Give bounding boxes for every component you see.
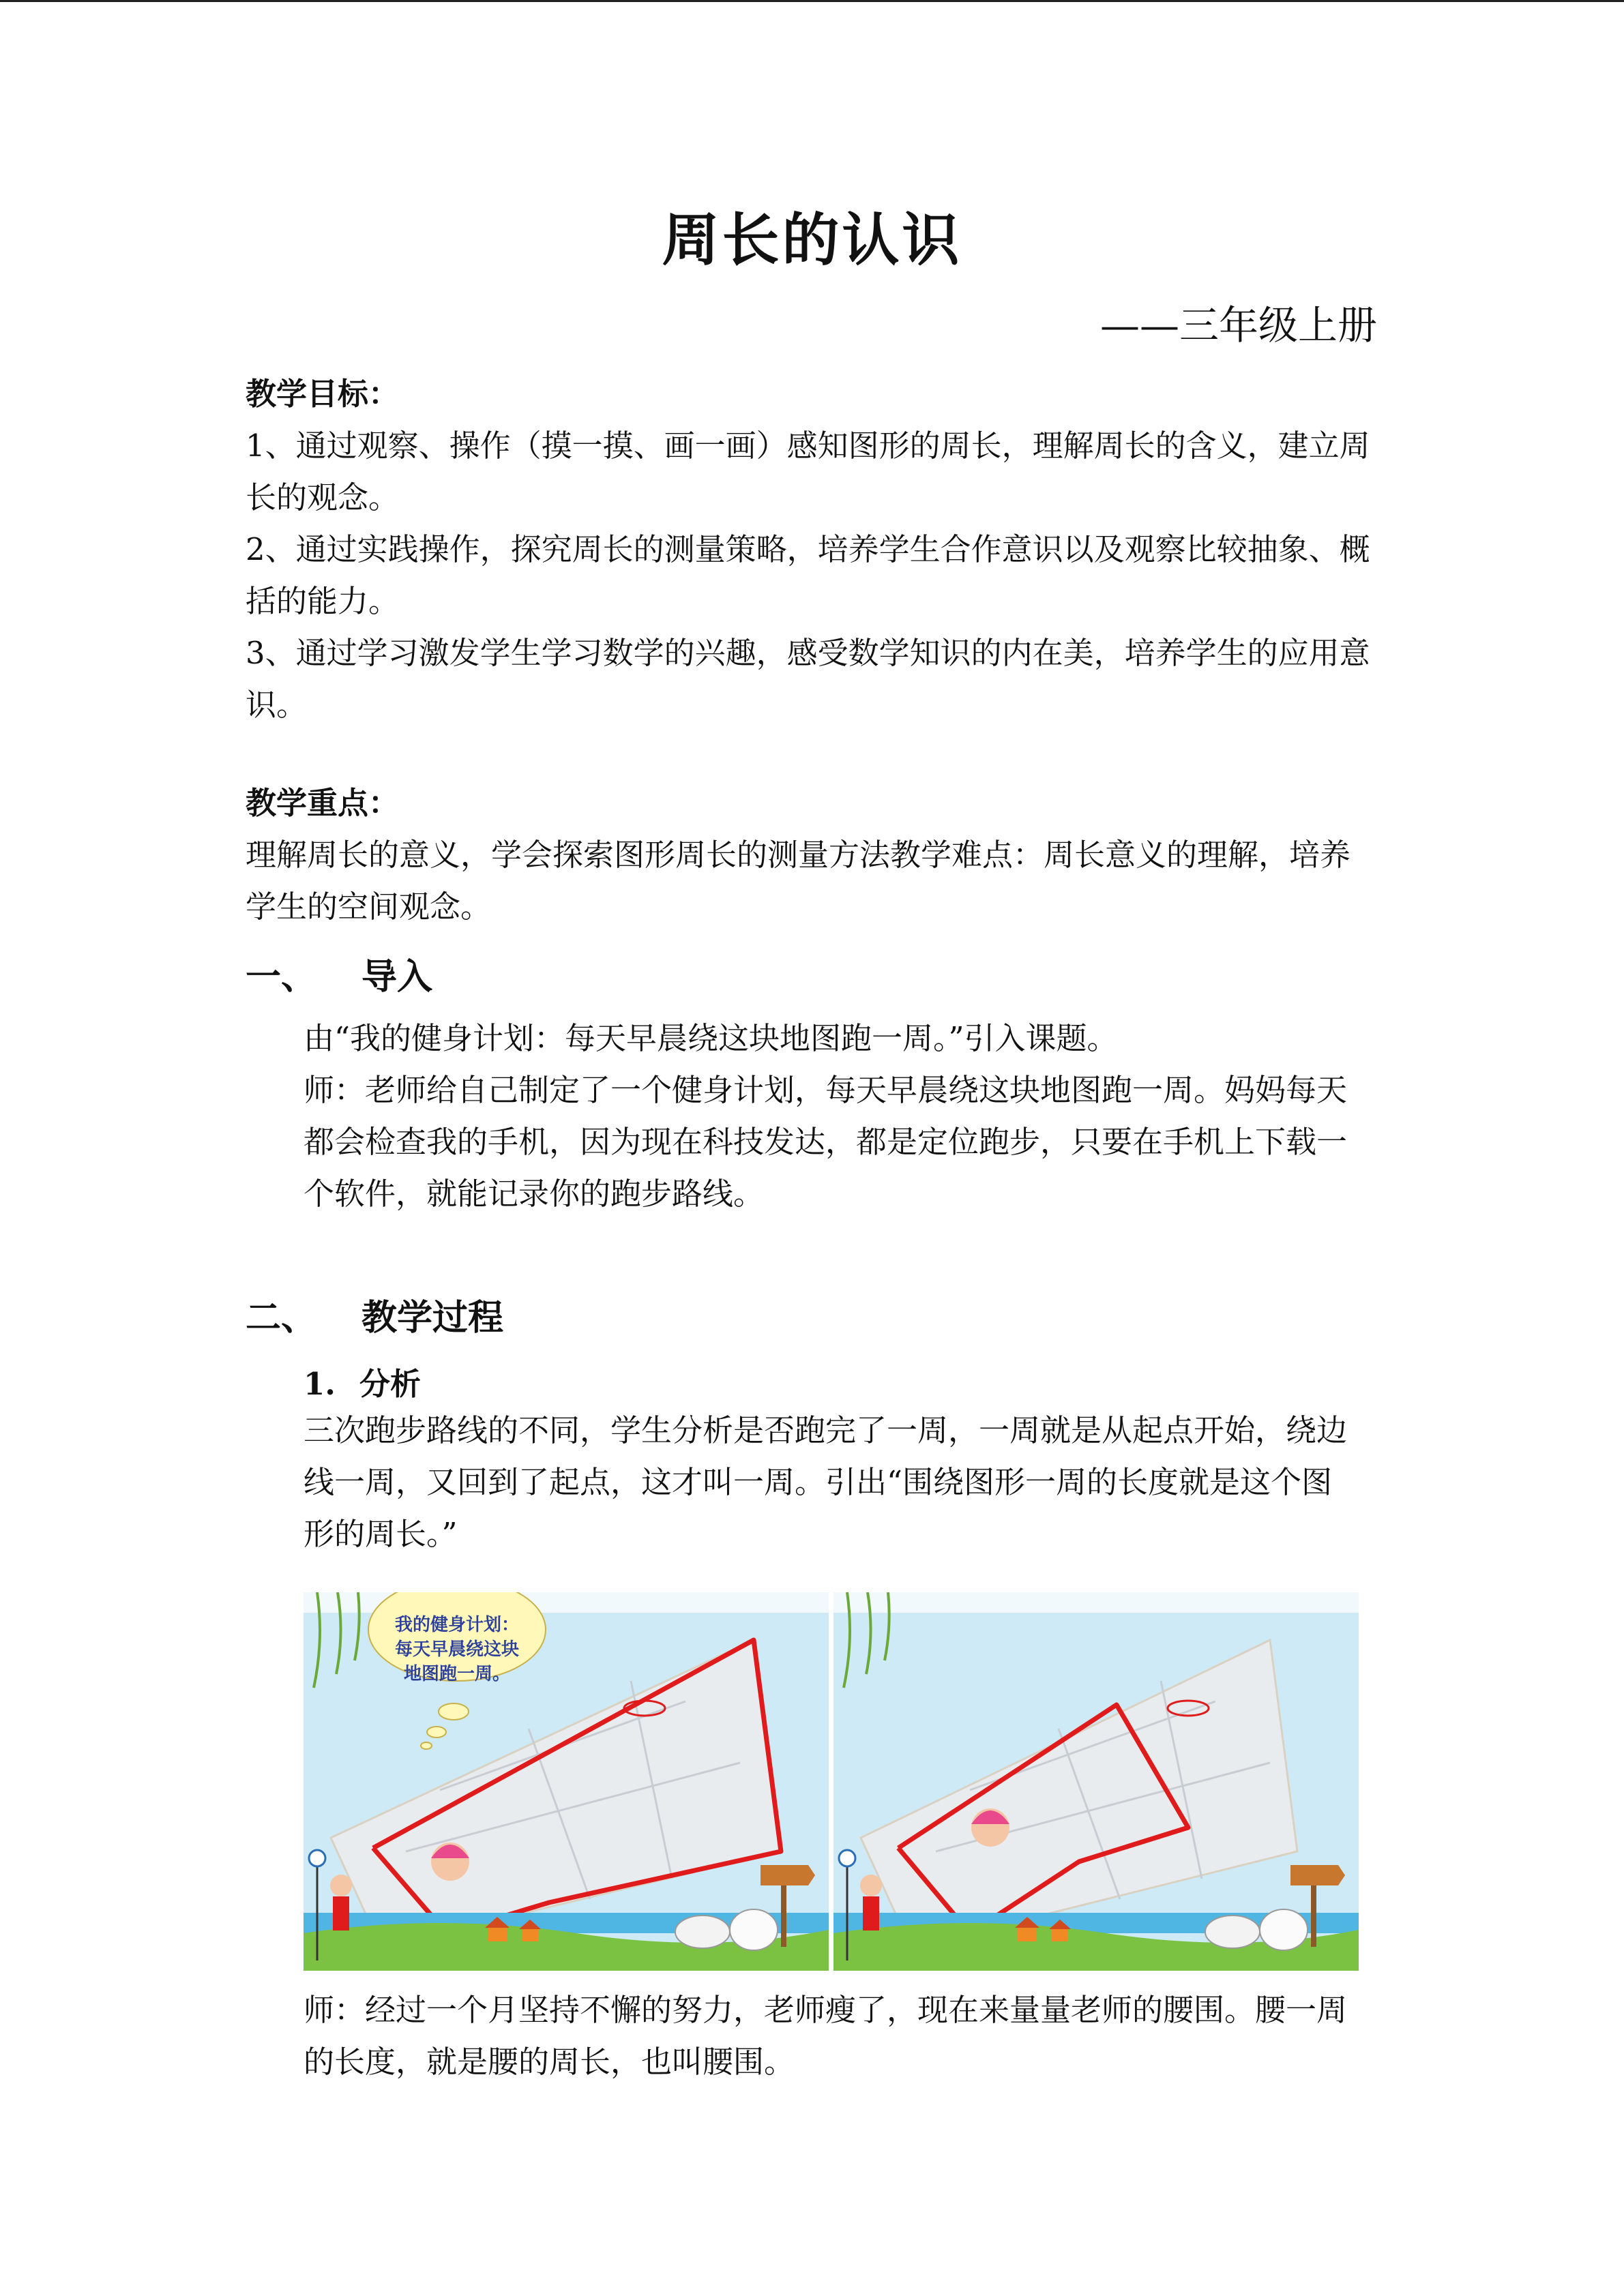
slide-1-illustration <box>304 1592 829 1971</box>
section-1-paragraph-1: 由“我的健身计划：每天早晨绕这块地图跑一周。”引入课题。 <box>304 1020 1118 1056</box>
section-2-body-after-images <box>304 1984 1354 2088</box>
objectives-heading: 教学目标： <box>246 376 400 412</box>
slide-image-1 <box>304 1592 829 1971</box>
bubble-line-3: 地图跑一周。 <box>403 1664 510 1684</box>
slide-image-2 <box>833 1592 1359 1971</box>
objective-item-1: 1、通过观察、操作（摸一摸、画一画）感知图形的周长，理解周长的含义，建立周长的观念。 <box>246 428 1370 516</box>
key-points-heading: 教学重点： <box>246 785 400 821</box>
subsection-1-heading <box>304 1359 421 1403</box>
subsection-1-title: 分析 <box>359 1366 422 1402</box>
speech-bubble <box>385 1613 529 1686</box>
key-points-block <box>246 777 1378 933</box>
section-1-paragraph-2: 师：老师给自己制定了一个健身计划，每天早晨绕这块地图跑一周。妈妈每天都会检查我的手机，因为现在科技发达，都是定位跑步，只要在手机上下载一个软件，就能记录你的跑步路线。 <box>304 1072 1348 1212</box>
objective-item-3: 3、通过学习激发学生学习数学的兴趣，感受数学知识的内在美，培养学生的应用意识。 <box>246 635 1370 723</box>
section-2-paragraph-2: 师：经过一个月坚持不懈的努力，老师瘦了，现在来量量老师的腰围。腰一周的长度，就是腰的周长，也叫腰围。 <box>304 1992 1348 2080</box>
section-1-number: 一、 <box>246 957 317 998</box>
top-border <box>0 0 1624 2</box>
section-2-paragraph-1: 三次跑步路线的不同，学生分析是否跑完了一周，一周就是从起点开始，绕边线一周，又回到了起点，这才叫一周。引出“围绕图形一周的长度就是这个图形的周长。” <box>304 1412 1348 1552</box>
objectives-block <box>246 368 1378 731</box>
section-1-heading <box>246 948 432 999</box>
page-subtitle: ——三年级上册 <box>1099 302 1377 348</box>
section-2-body <box>304 1405 1354 1560</box>
subsection-1-number: 1. <box>304 1366 336 1402</box>
bubble-line-1: 我的健身计划： <box>394 1615 519 1635</box>
slide-2-illustration <box>833 1592 1359 1971</box>
objective-item-2: 2、通过实践操作，探究周长的测量策略，培养学生合作意识以及观察比较抽象、概括的能力。 <box>246 531 1370 619</box>
bubble-line-2: 每天早晨绕这块 <box>394 1639 519 1660</box>
section-1-body <box>304 1013 1354 1220</box>
section-2-number: 二、 <box>246 1298 317 1339</box>
section-2-title: 教学过程 <box>361 1298 504 1339</box>
section-2-heading <box>246 1289 503 1340</box>
section-1-title: 导入 <box>361 957 433 998</box>
key-points-text: 理解周长的意义，学会探索图形周长的测量方法教学难点：周长意义的理解，培养学生的空间观念。 <box>246 837 1351 925</box>
page-title: 周长的认识 <box>662 207 962 273</box>
